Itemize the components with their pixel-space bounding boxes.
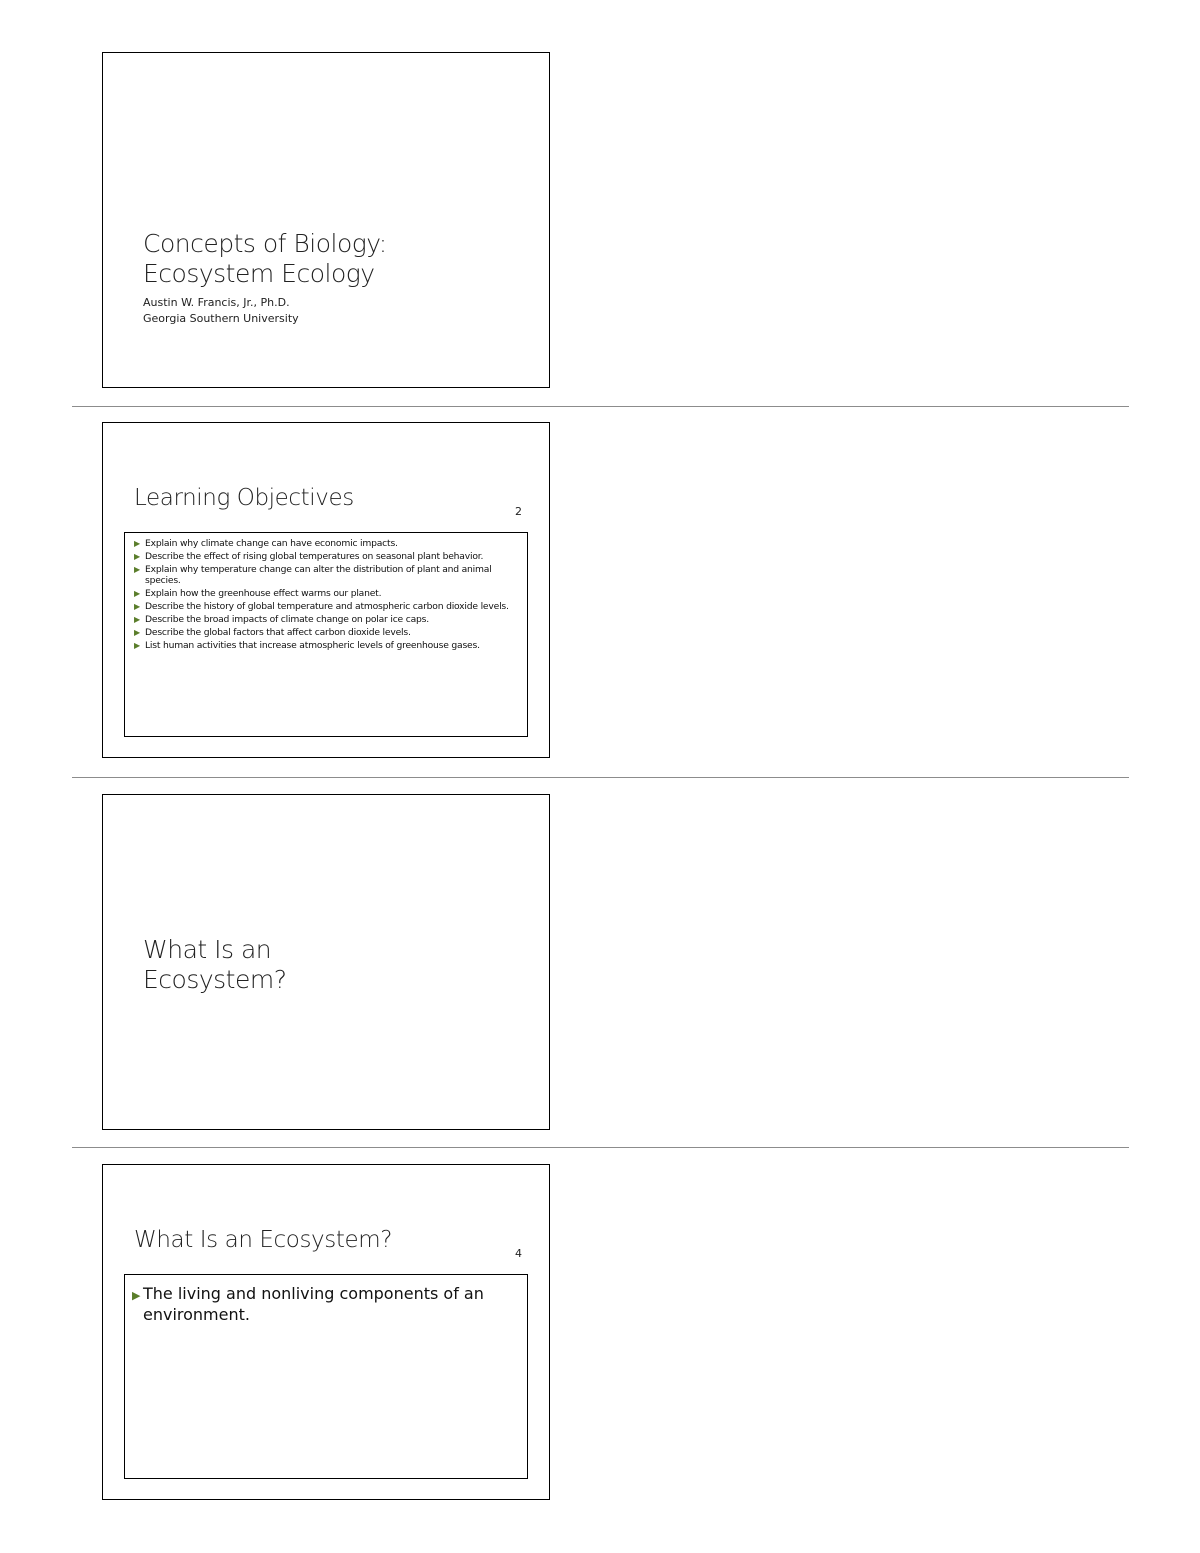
content-box <box>124 532 528 737</box>
triangle-right-icon: ▶ <box>134 601 140 611</box>
page-number: 4 <box>515 1247 522 1260</box>
page-number: 2 <box>515 505 522 518</box>
slide-4 <box>102 1164 550 1500</box>
title-line: What Is an <box>143 935 272 964</box>
content-box <box>124 1274 528 1479</box>
list-item: ▶ Explain how the greenhouse effect warms our planet. <box>134 587 382 599</box>
list-item: ▶ List human activities that increase atmospheric levels of greenhouse gases. <box>134 640 480 652</box>
affiliation-line: Georgia Southern University <box>143 312 299 325</box>
page-separator <box>72 406 1129 407</box>
slide-3 <box>102 794 550 1130</box>
slide-title: Learning Objectives <box>134 485 354 511</box>
triangle-right-icon: ▶ <box>134 539 140 548</box>
title-line: Concepts of Biology: <box>143 229 387 258</box>
triangle-right-icon: ▶ <box>134 552 140 562</box>
author-line: Austin W. Francis, Jr., Ph.D. <box>143 296 290 309</box>
page-separator <box>72 777 1129 778</box>
triangle-right-icon: ▶ <box>134 588 140 598</box>
list-item: ▶ Describe the effect of rising global temperatures on seasonal plant behavior. <box>134 551 484 563</box>
title-line: Ecosystem? <box>143 965 287 994</box>
slide-title: What Is an Ecosystem? <box>134 1227 393 1253</box>
definition-list <box>129 1283 515 1325</box>
list-item: ▶ Describe the global factors that affect carbon dioxide levels. <box>134 627 411 639</box>
triangle-right-icon: ▶ <box>132 1289 141 1302</box>
list-item: ▶ Describe the history of global temperature and atmospheric carbon dioxide levels. <box>134 600 509 612</box>
triangle-right-icon: ▶ <box>134 628 140 638</box>
triangle-right-icon: ▶ <box>134 565 140 575</box>
triangle-right-icon: ▶ <box>134 614 140 624</box>
title-block <box>143 229 387 327</box>
title-block <box>143 935 287 995</box>
slide-2 <box>102 422 550 758</box>
list-item: ▶ The living and nonliving components of an environment. <box>132 1284 484 1324</box>
title-line: Ecosystem Ecology <box>143 259 375 288</box>
list-item: ▶ Explain why temperature change can alter the distribution of plant and animal species. <box>134 564 492 586</box>
page-separator <box>72 1147 1129 1148</box>
list-item: ▶ Describe the broad impacts of climate change on polar ice caps. <box>134 613 429 625</box>
triangle-right-icon: ▶ <box>134 641 140 651</box>
list-item: ▶ Explain why climate change can have economic impacts. <box>134 538 398 549</box>
slide-1 <box>102 52 550 388</box>
objectives-list <box>131 539 519 652</box>
